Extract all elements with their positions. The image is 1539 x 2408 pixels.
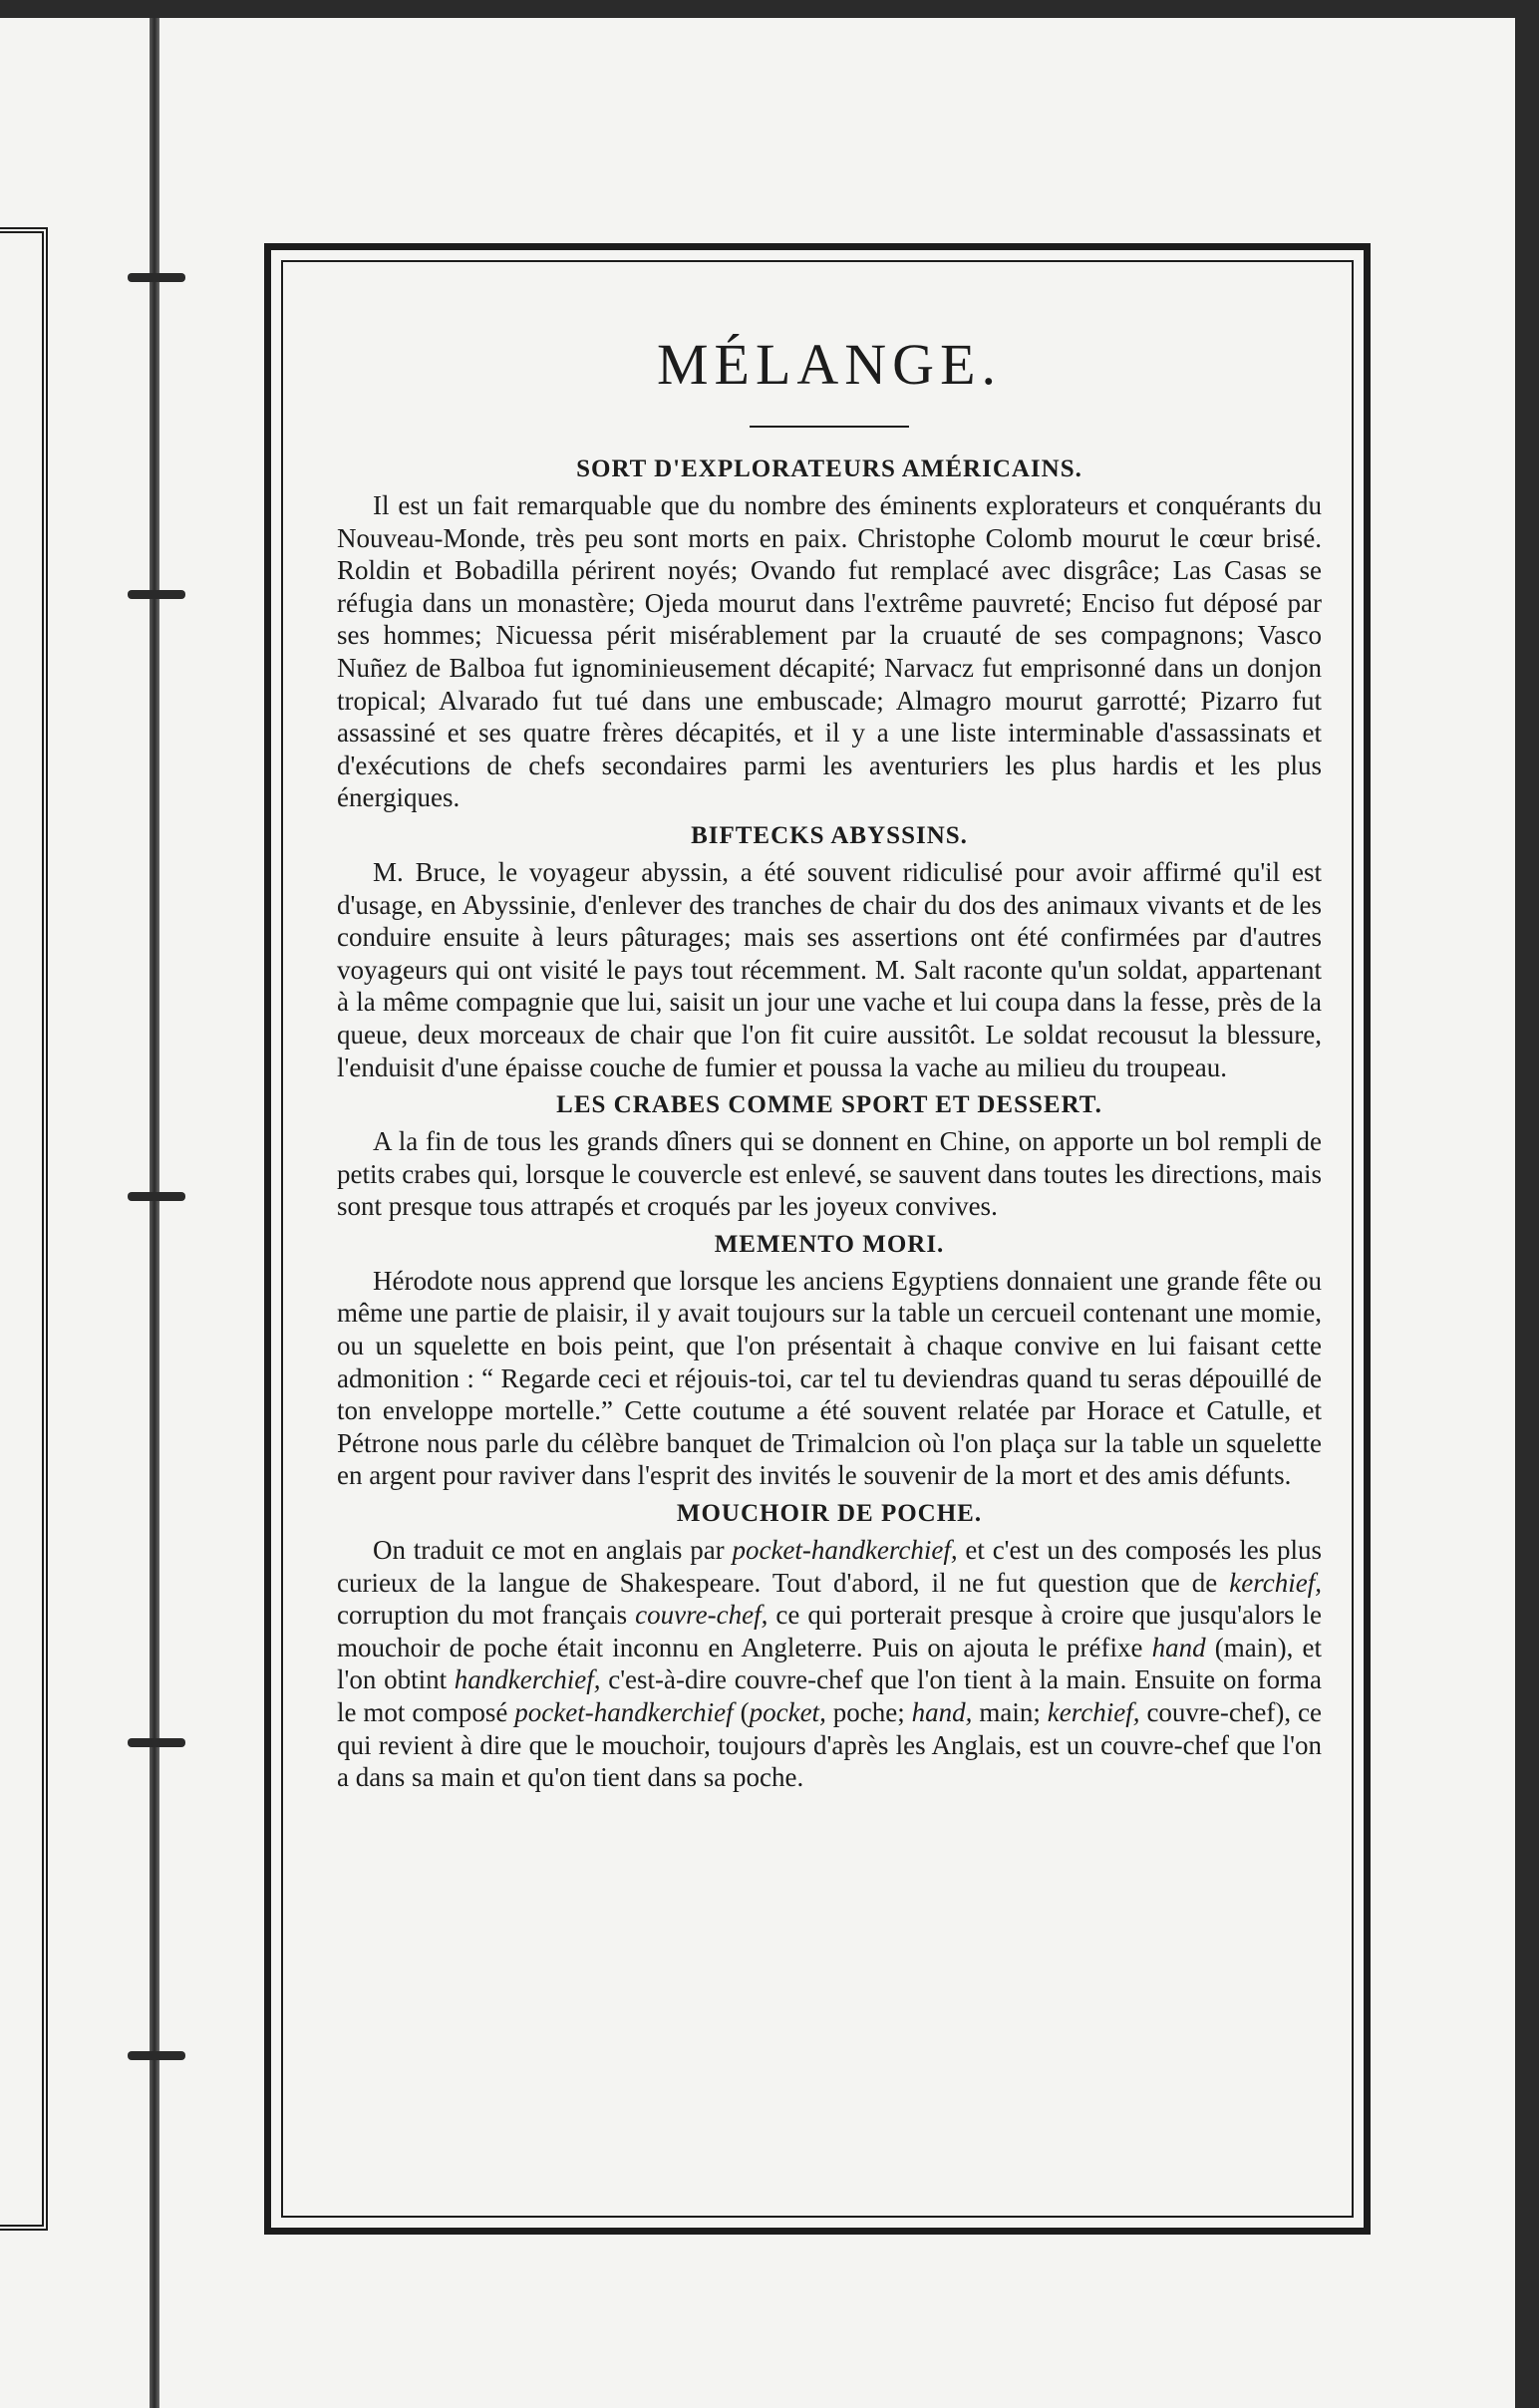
binding-stitch: [128, 590, 185, 599]
binding-stitch: [128, 273, 185, 282]
section-heading: LES CRABES COMME SPORT ET DESSERT.: [556, 1091, 1102, 1119]
binding-gutter: [150, 18, 159, 2408]
previous-page-border: [0, 227, 48, 2231]
page: [0, 18, 1515, 2408]
section-paragraph: A la fin de tous les grands dîners qui se donnent en Chine, on apporte un bol rempli de petits crabes qui, lorsque le couvercle est enlevé, se sauvent dans toutes les directions, mais sont presque tous attrapés et croqués par les joyeux convives.: [337, 1126, 1322, 1222]
page-title: MÉLANGE.: [656, 332, 1002, 397]
section-paragraph: Hérodote nous apprend que lorsque les anciens Egyptiens donnaient une grande fête ou même une partie de plaisir, il y avait toujours sur la table un cercueil contenant une momie, ou un squelette en bois peint, que l'on présentait à chaque convive en lui faisant cette admonition : “ Regarde ceci et réjouis-toi, car tel tu deviendras quand tu seras dépouillé de ton enveloppe mortelle.” Cette coutume a été souvent relatée par Horace et Catulle, et Pétrone nous parle du célèbre banquet de Trimalcion où l'on plaça sur la table un squelette en argent pour raviver dans l'esprit des invités le souvenir de la mort et des amis défunts.: [337, 1265, 1322, 1491]
section-paragraph: On traduit ce mot en anglais par pocket-handkerchief, et c'est un des composés les plus curieux de la langue de Shakespeare. Tout d'abord, il ne fut question que de kerchief, corruption du mot français couvre-chef, ce qui porterait presque à croire que jusqu'alors le mouchoir de poche était inconnu en Angleterre. Puis on ajouta le préfixe hand (main), et l'on obtint handkerchief, c'est-à-dire couvre-chef que l'on tient à la main. Ensuite on forma le mot composé pocket-handkerchief (pocket, poche; hand, main; kerchief, couvre-chef), ce qui revient à dire que le mouchoir, toujours d'après les Anglais, est un couvre-chef que l'on a dans sa main et qu'on tient dans sa poche.: [337, 1535, 1322, 1793]
article-frame: [264, 243, 1371, 2235]
binding-stitch: [128, 2051, 185, 2060]
section-paragraph: Il est un fait remarquable que du nombre des éminents explorateurs et conquérants du Nouveau-Monde, très peu sont morts en paix. Christophe Colomb mourut le cœur brisé. Roldin et Bobadilla périrent noyés; Ovando fut remplacé avec disgrâce; Las Casas se réfugia dans un monastère; Ojeda mourut dans l'extrême pauvreté; Enciso fut déposé par ses hommes; Nicuessa périt misérablement par la cruauté de ses compagnons; Vasco Nuñez de Balboa fut ignominieusement décapité; Narvacz fut emprisonné dans un donjon tropical; Alvarado fut tué dans une embuscade; Almagro mourut garrotté; Pizarro fut assassiné et ses quatre frères décapités, et il y a une liste interminable d'assassinats et d'exécutions de chefs secondaires parmi les aventuriers les plus hardis et les plus énergiques.: [337, 490, 1322, 813]
section-heading: BIFTECKS ABYSSINS.: [691, 821, 968, 849]
title-divider: [750, 426, 909, 428]
article-content: [337, 320, 1322, 1796]
binding-stitch: [128, 1738, 185, 1747]
section-heading: SORT D'EXPLORATEURS AMÉRICAINS.: [576, 455, 1082, 482]
section-heading: MEMENTO MORI.: [714, 1230, 945, 1258]
section-heading: MOUCHOIR DE POCHE.: [676, 1500, 983, 1528]
section-paragraph: M. Bruce, le voyageur abyssin, a été souvent ridiculisé pour avoir affirmé qu'il est d'usage, en Abyssinie, d'enlever des tranches de chair du dos des animaux vivants et de les conduire ensuite à leurs pâturages; mais ses assertions ont été confirmées par d'autres voyageurs qui ont visité le pays tout récemment. M. Salt raconte qu'un soldat, appartenant à la même compagnie que lui, saisit un jour une vache et lui coupa dans la fesse, près de la queue, deux morceaux de chair que l'on fit cuire aussitôt. Le soldat recousut la blessure, l'enduisit d'une épaisse couche de fumier et poussa la vache au milieu du troupeau.: [337, 856, 1322, 1082]
binding-stitch: [128, 1192, 185, 1201]
